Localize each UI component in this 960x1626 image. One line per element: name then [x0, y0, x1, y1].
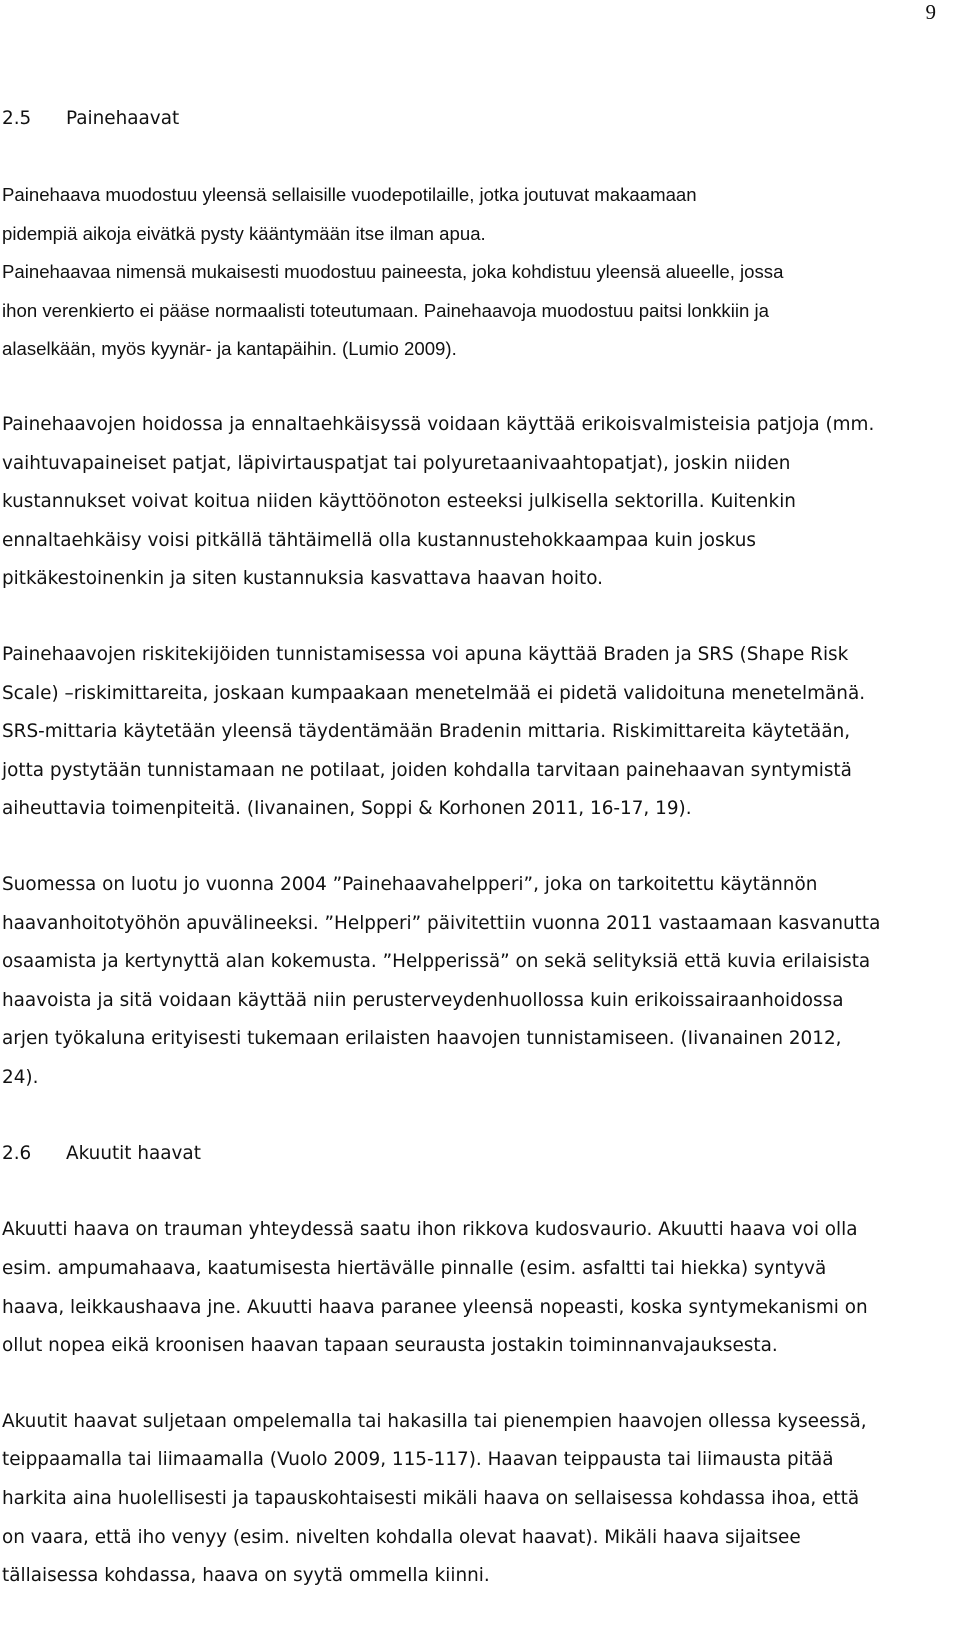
text-line: ennaltaehkäisy voisi pitkällä tähtäimellä olla kustannustehokkaampaa kuin joskus: [2, 529, 756, 551]
text-line: 24).: [2, 1066, 39, 1088]
text-line: Painehaavojen riskitekijöiden tunnistamisessa voi apuna käyttää Braden ja SRS (Shape Risk: [2, 643, 849, 665]
text-line: tällaisessa kohdassa, haava on syytä ommella kiinni.: [2, 1565, 490, 1587]
paragraph: [2, 866, 942, 1098]
text-line: kustannukset voivat koitua niiden käyttöönoton esteeksi julkisella sektorilla. Kuitenkin: [2, 491, 796, 513]
text-line: pitkäkestoinenkin ja siten kustannuksia kasvattava haavan hoito.: [2, 568, 603, 590]
paragraph: [2, 1403, 942, 1596]
page-number: 9: [925, 0, 936, 24]
text-line: Painehaava muodostuu yleensä sellaisille vuodepotilaille, jotka joutuvat makaamaan: [2, 184, 697, 205]
text-line: Akuutit haavat suljetaan ompelemalla tai hakasilla tai pienempien haavojen ollessa kyseessä,: [2, 1410, 867, 1432]
section-title: Painehaavat: [66, 108, 180, 129]
text-line: teippaamalla tai liimaamalla (Vuolo 2009, 115-117). Haavan teippausta tai liimausta pitää: [2, 1449, 834, 1471]
text-line: aiheuttavia toimenpiteitä. (Iivanainen, Soppi & Korhonen 2011, 16-17, 19).: [2, 798, 692, 820]
paragraph: [2, 1211, 942, 1365]
section-heading: [2, 1134, 942, 1173]
text-line: esim. ampumahaava, kaatumisesta hiertävälle pinnalle (esim. asfaltti tai hiekka) syntyvä: [2, 1258, 827, 1280]
section-number: 2.5: [2, 108, 32, 129]
text-line: haava, leikkaushaava jne. Akuutti haava paranee yleensä nopeasti, koska syntymekanismi on: [2, 1296, 868, 1318]
text-line: on vaara, että iho venyy (esim. nivelten kohdalla olevat haavat). Mikäli haava sijaitsee: [2, 1526, 801, 1548]
section-title: Akuutit haavat: [66, 1143, 201, 1165]
text-line: Scale) –riskimittareita, joskaan kumpaakaan menetelmää ei pidetä validoituna menetelmänä.: [2, 682, 866, 704]
text-line: haavanhoitotyöhön apuvälineeksi. ”Helpperi” päivitettiin vuonna 2011 vastaamaan kasvanutta: [2, 912, 881, 934]
text-line: jotta pystytään tunnistamaan ne potilaat, joiden kohdalla tarvitaan painehaavan syntymistä: [2, 759, 852, 781]
text-line: Painehaavaa nimensä mukaisesti muodostuu paineesta, joka kohdistuu yleensä alueelle, jossa: [2, 261, 784, 283]
text-line: harkita aina huolellisesti ja tapauskohtaisesti mikäli haava on sellaisessa kohdassa ihoa, että: [2, 1488, 860, 1510]
text-line: ollut nopea eikä kroonisen haavan tapaan seurausta jostakin toiminnanvajauksesta.: [2, 1335, 778, 1357]
paragraph: [2, 406, 942, 599]
section-heading: [2, 99, 942, 138]
text-line: vaihtuvapaineiset patjat, läpivirtauspatjat tai polyuretaanivaahtopatjat), joskin niiden: [2, 452, 791, 474]
text-line: osaamista ja kertynyttä alan kokemusta. ”Helpperissä” on sekä selityksiä että kuvia erilaisista: [2, 951, 871, 973]
text-line: alaselkään, myös kyynär- ja kantapäihin. (Lumio 2009).: [2, 338, 457, 360]
paragraph: [2, 176, 942, 369]
text-line: Suomessa on luotu jo vuonna 2004 ”Painehaavahelpperi”, joka on tarkoitettu käytännön: [2, 873, 818, 895]
paragraph: [2, 636, 942, 829]
text-line: pidempiä aikoja eivätkä pysty kääntymään itse ilman apua.: [2, 222, 486, 244]
text-line: arjen työkaluna erityisesti tukemaan erilaisten haavojen tunnistamiseen. (Iivanainen 2012,: [2, 1028, 842, 1050]
text-line: ihon verenkierto ei pääse normaalisti toteutumaan. Painehaavoja muodostuu paitsi lonkkiin ja: [2, 299, 769, 321]
document-body: [2, 99, 942, 1596]
text-line: haavoista ja sitä voidaan käyttää niin perusterveydenhuollossa kuin erikoissairaanhoidossa: [2, 989, 844, 1011]
text-line: Akuutti haava on trauman yhteydessä saatu ihon rikkova kudosvaurio. Akuutti haava voi olla: [2, 1219, 858, 1241]
text-line: Painehaavojen hoidossa ja ennaltaehkäisyssä voidaan käyttää erikoisvalmisteisia patjoja (mm.: [2, 413, 875, 435]
text-line: SRS-mittaria käytetään yleensä täydentämään Bradenin mittaria. Riskimittareita käytetään,: [2, 721, 851, 743]
section-number: 2.6: [2, 1143, 32, 1165]
